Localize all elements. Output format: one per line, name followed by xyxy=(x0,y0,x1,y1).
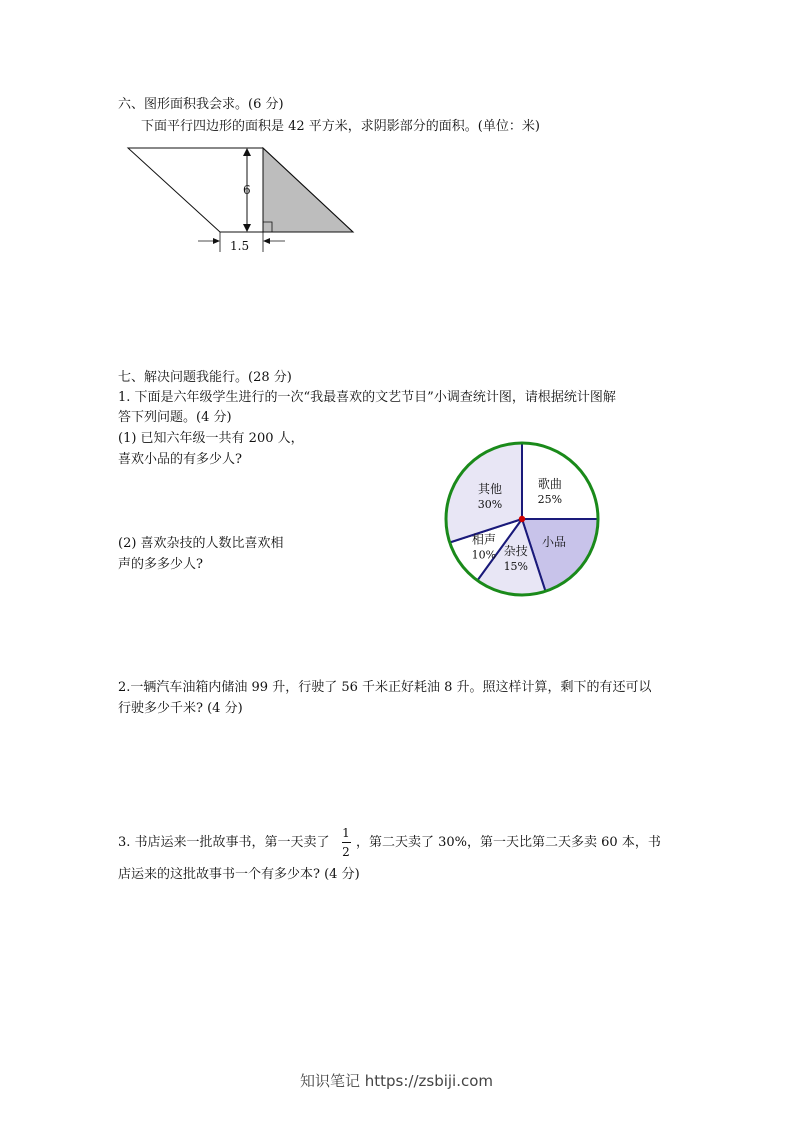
pie-percent-3: 10% xyxy=(471,548,497,562)
section-6-title: 六、图形面积我会求。(6 分) xyxy=(118,97,284,112)
pie-chart xyxy=(440,439,604,601)
q2-line1: 2.一辆汽车油箱内储油 99 升，行驶了 56 千米正好耗油 8 升。照这样计算，剩下的有还可以 xyxy=(118,680,652,695)
pie-label-1: 小品 xyxy=(541,535,567,550)
q1-sub1-line2: 喜欢小品的有多少人? xyxy=(118,452,242,467)
pie-label-3: 相声 xyxy=(471,532,496,547)
pie-percent-4: 30% xyxy=(477,497,503,511)
q3-line1-b: ，第二天卖了 30%，第一天比第二天多卖 60 本，书 xyxy=(356,835,661,850)
section-7-title: 七、解决问题我能行。(28 分) xyxy=(118,370,292,385)
pie-label-2: 杂技 xyxy=(503,544,528,558)
footer-watermark: 知识笔记 https://zsbiji.com xyxy=(299,1072,494,1090)
fraction-numerator: 1 xyxy=(342,826,350,840)
q1-sub1-line1: (1) 已知六年级一共有 200 人， xyxy=(118,431,304,446)
parallelogram-figure xyxy=(120,140,370,258)
pie-center-dot xyxy=(519,516,525,522)
pie-percent-2: 15% xyxy=(503,560,529,573)
base-label: 1.5 xyxy=(230,239,250,253)
fraction-denominator: 2 xyxy=(342,845,350,859)
q1-sub2-line1: (2) 喜欢杂技的人数比喜欢相 xyxy=(118,536,284,551)
q2-line2: 行驶多少千米? (4 分) xyxy=(118,701,243,716)
pie-percent-0: 25% xyxy=(537,493,563,507)
q1-sub2-line2: 声的多多少人? xyxy=(118,557,203,572)
section-6-problem: 下面平行四边形的面积是 42 平方米，求阴影部分的面积。(单位：米) xyxy=(141,119,540,134)
q3-line1-a: 3. 书店运来一批故事书，第一天卖了 xyxy=(118,835,330,850)
q3-line2: 店运来的这批故事书一个有多少本? (4 分) xyxy=(118,867,360,882)
fraction-bar xyxy=(342,842,351,843)
pie-label-0: 歌曲 xyxy=(537,477,562,492)
q1-line1: 1. 下面是六年级学生进行的一次“我最喜欢的文艺节目”小调查统计图，请根据统计图解 xyxy=(118,390,616,405)
q1-line2: 答下列问题。(4 分) xyxy=(118,410,232,425)
height-label: 6 xyxy=(243,183,251,197)
pie-label-4: 其他 xyxy=(477,481,503,496)
